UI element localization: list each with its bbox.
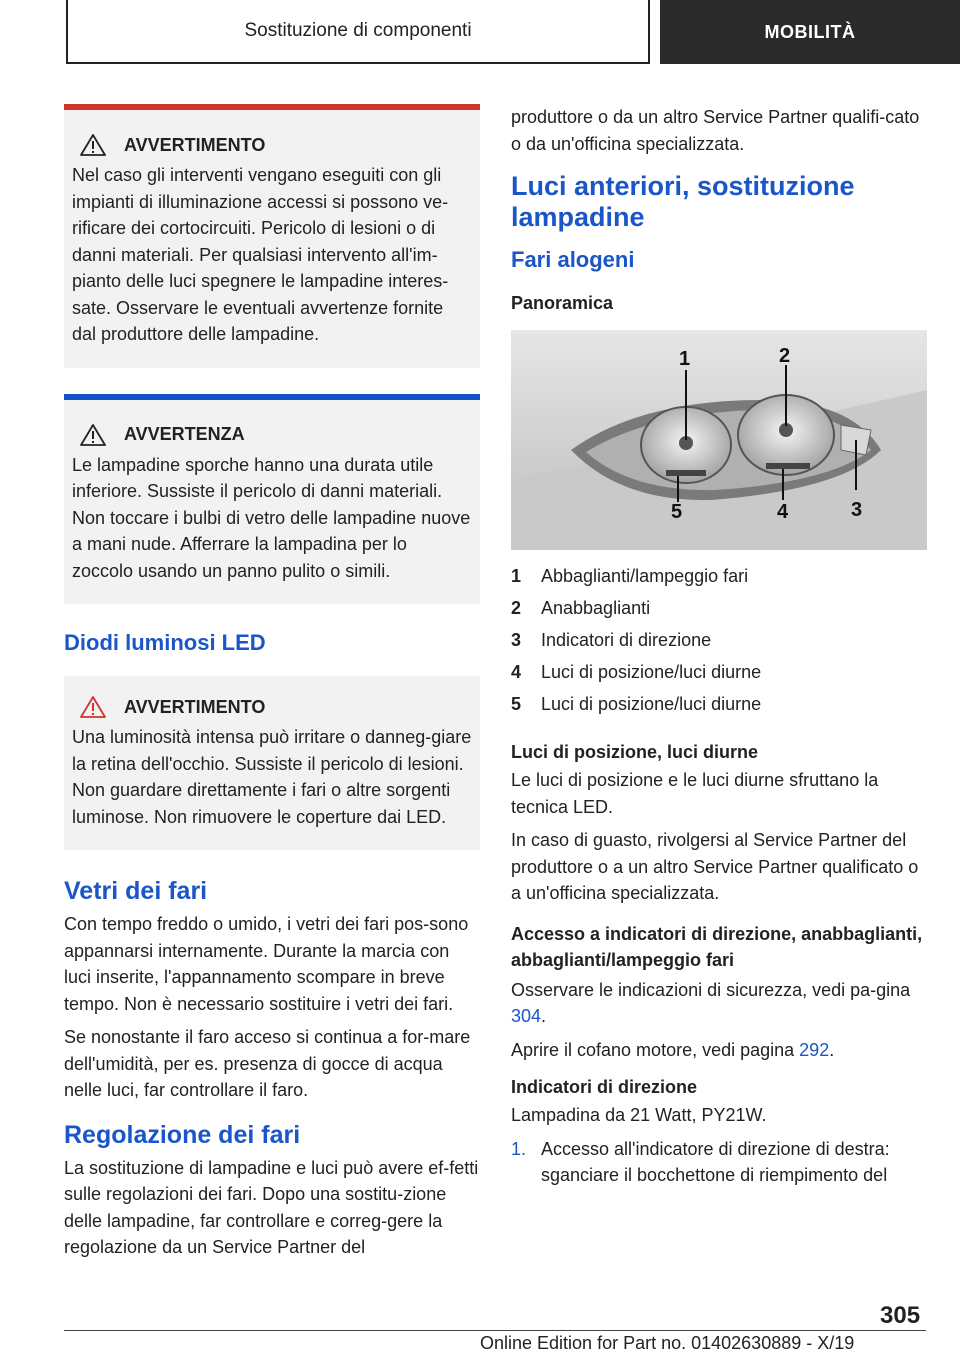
notice-title-row: [72, 424, 472, 446]
figure-label-3: 3: [851, 499, 863, 521]
figure-label-5: 5: [671, 501, 683, 523]
header-section-tab: [66, 0, 650, 64]
vetri-heading: Vetri dei fari: [64, 877, 208, 905]
warning-title: AVVERTIMENTO: [124, 134, 266, 155]
led-heading: Diodi luminosi LED: [64, 630, 266, 655]
page-link-292[interactable]: 292: [799, 1039, 830, 1060]
warning-box: [64, 104, 480, 368]
vetri-paragraph-1: Con tempo freddo o umido, i vetri dei fari pos-sono appannarsi internamente. Durante la marcia con luci inserite, l'appannamento scompare in breve tempo. Non è necessario sostituire i vetri dei fari.: [64, 914, 469, 1014]
left-column: [64, 104, 480, 1268]
header-chapter-title: MOBILITÀ: [764, 21, 856, 42]
notice-title: AVVERTENZA: [124, 424, 245, 444]
legend-number: 5: [511, 693, 522, 714]
headlight-illustration: [511, 330, 927, 550]
accesso-text-1: Osservare le indicazioni di sicurezza, vedi pa-gina: [511, 979, 911, 1000]
accesso-paragraph-2: [511, 1037, 931, 1064]
footer-edition: Online Edition for Part no. 01402630889 - X/19: [480, 1333, 855, 1353]
warning-triangle-icon: [80, 424, 106, 446]
legend-item: [511, 592, 931, 624]
continued-paragraph: produttore o da un altro Service Partner qualifi-cato o da un'officina specializzata.: [511, 107, 920, 154]
legend-text: Luci di posizione/luci diurne: [541, 661, 762, 682]
warning-triangle-icon: [80, 134, 106, 156]
header-section-title: Sostituzione di componenti: [244, 20, 472, 41]
regolazione-heading: Regolazione dei fari: [64, 1120, 301, 1149]
legend-item: [511, 624, 931, 656]
figure-label-2: 2: [779, 345, 791, 367]
posizione-paragraph-1: Le luci di posizione e le luci diurne sfruttano la tecnica LED.: [511, 770, 879, 817]
accesso-paragraph-1: [511, 977, 931, 1030]
legend-text: Indicatori di direzione: [541, 629, 712, 650]
legend-text: Luci di posizione/luci diurne: [541, 693, 762, 714]
footer-divider: [64, 1330, 926, 1331]
accesso-punct-2: .: [829, 1039, 835, 1060]
vetri-paragraph-2: Se nonostante il faro acceso si continua a for-mare dell'umidità, per es. presenza di gocce di acqua nelle luci, far controllare il faro.: [64, 1027, 471, 1100]
led-warning-text: Una luminosità intensa può irritare o danneg-giare la retina dell'occhio. Sussiste il pericolo di lesioni. Non guardare direttamente i fari o altre sorgenti luminose. Non rimuovere le coperture dai LED.: [72, 727, 472, 827]
step-item: [511, 1136, 931, 1189]
warning-triangle-icon: [80, 696, 106, 718]
legend-text: Anabbaglianti: [541, 597, 651, 618]
page-link-304[interactable]: 304: [511, 1006, 542, 1026]
regolazione-paragraph-1: La sostituzione di lampadine e luci può avere ef-fetti sulle regolazioni dei fari. Dopo una sostitu-zione delle lampadine, far controllare e correg-gere la regolazione da un Service Partner del: [64, 1157, 479, 1257]
page-number: 305: [880, 1302, 921, 1329]
led-warning-title-row: [72, 696, 472, 718]
headlight-figure: [511, 330, 927, 550]
notice-box: [64, 394, 480, 605]
indicatori-heading: Indicatori di direzione: [511, 1077, 698, 1097]
legend-number: 2: [511, 597, 522, 618]
legend-number: 1: [511, 565, 522, 586]
led-warning-box: [64, 676, 480, 850]
legend-text: Abbaglianti/lampeggio fari: [541, 565, 749, 586]
section-heading: Luci anteriori, sostituzione lampadine: [511, 171, 855, 232]
step-text: Accesso all'indicatore di direzione di destra: sganciare il bocchettone di riempimento del: [541, 1138, 890, 1185]
warning-title-row: [72, 134, 472, 156]
figure-legend: [511, 560, 931, 720]
accesso-punct-1: .: [541, 1006, 547, 1026]
accesso-heading: Accesso a indicatori di direzione, anabbaglianti, abbaglianti/lampeggio fari: [511, 923, 923, 970]
legend-item: [511, 688, 931, 720]
posizione-heading: Luci di posizione, luci diurne: [511, 742, 759, 762]
legend-number: 4: [511, 661, 522, 682]
indicatori-paragraph-1: Lampadina da 21 Watt, PY21W.: [511, 1105, 767, 1125]
legend-item: [511, 560, 931, 592]
figure-label-4: 4: [777, 501, 789, 523]
legend-item: [511, 656, 931, 688]
panoramica-heading: Panoramica: [511, 293, 614, 313]
right-column: [511, 104, 931, 1189]
led-warning-title: AVVERTIMENTO: [124, 696, 266, 717]
step-number: 1.: [511, 1138, 527, 1159]
legend-number: 3: [511, 629, 522, 650]
subsection-heading: Fari alogeni: [511, 247, 635, 272]
figure-label-1: 1: [679, 348, 691, 370]
warning-text: Nel caso gli interventi vengano eseguiti con gli impianti di illuminazione accessi si possono ve-rificare dei cortocircuiti. Pericolo di lesioni o di danni materiali. Per qualsiasi intervento all'im-pianto delle luci spegnere le lampadine interes-sate. Osservare le eventuali avvertenze fornite dal produttore delle lampadine.: [72, 165, 449, 344]
accesso-text-2: Aprire il cofano motore, vedi pagina: [511, 1039, 800, 1060]
header-chapter-tab: [660, 0, 960, 64]
notice-text: Le lampadine sporche hanno una durata utile inferiore. Sussiste il pericolo di danni materiali. Non toccare i bulbi di vetro delle lampadine nuove a mani nude. Afferrare la lampadina per lo zoccolo usando un panno pulito o simili.: [72, 454, 471, 581]
posizione-paragraph-2: In caso di guasto, rivolgersi al Service Partner del produttore o a un altro Service Partner qualificato o a un'officina specializzata.: [511, 830, 919, 903]
